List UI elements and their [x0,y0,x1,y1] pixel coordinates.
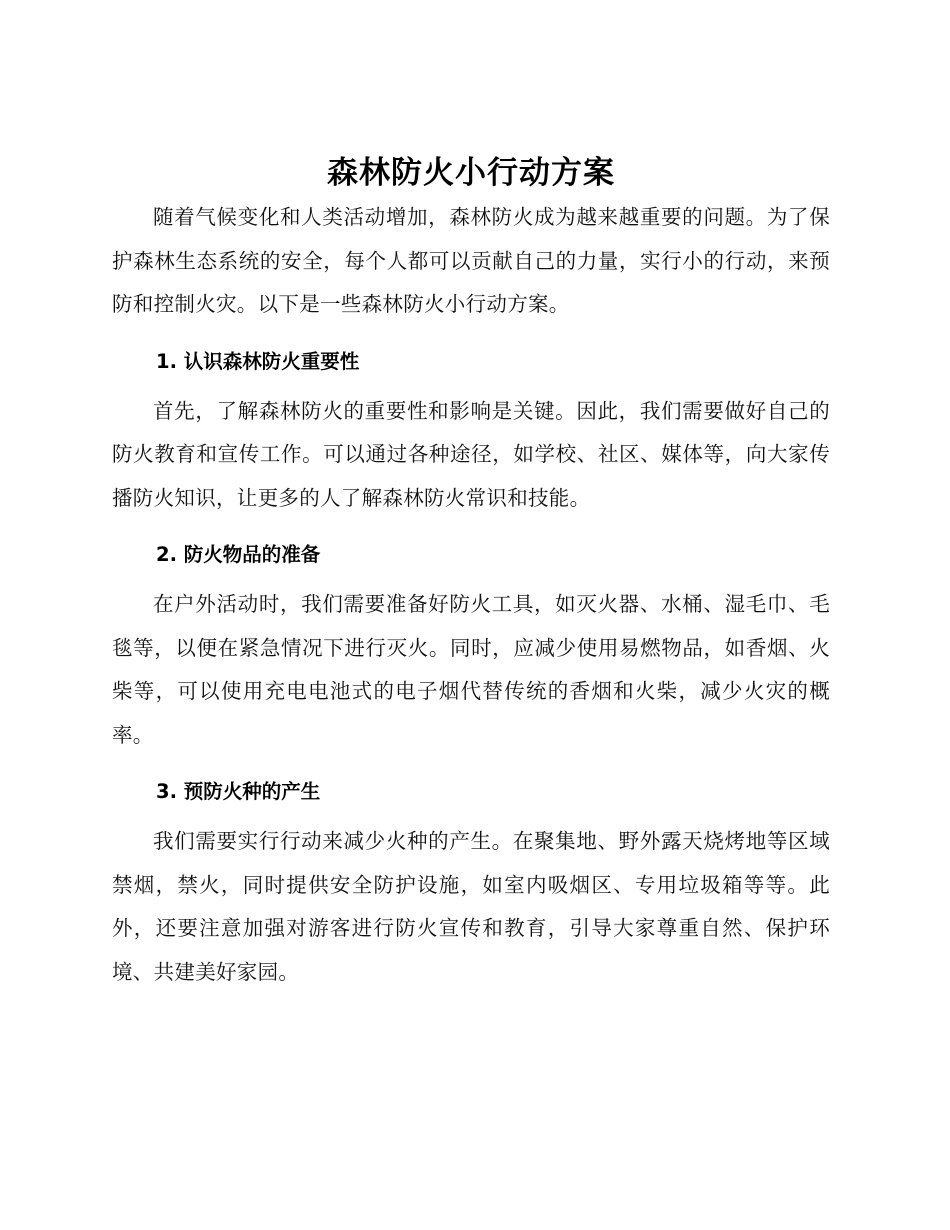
section-body: 我们需要实行行动来减少火种的产生。在聚集地、野外露天烧烤地等区域禁烟，禁火，同时提供安全防护设施，如室内吸烟区、专用垃圾箱等等。此外，还要注意加强对游客进行防火宣传和教育，引导大家尊重自然、保护环境、共建美好家园。 [112,829,830,984]
section-equipment [112,537,830,757]
document-title: 森林防火小行动方案 [327,155,615,191]
section-body: 首先，了解森林防火的重要性和影响是关键。因此，我们需要做好自己的防火教育和宣传工作。可以通过各种途径，如学校、社区、媒体等，向大家传播防火知识，让更多的人了解森林防火常识和技能。 [112,398,830,510]
section-heading: 2. 防火物品的准备 [156,543,321,566]
section-prevention [112,774,830,994]
section-body: 在户外活动时，我们需要准备好防火工具，如灭火器、水桶、湿毛巾、毛毯等，以便在紧急情况下进行灭火。同时，应减少使用易燃物品，如香烟、火柴等，可以使用充电电池式的电子烟代替传统的香烟和火柴，减少火灾的概率。 [112,592,830,747]
section-heading: 3. 预防火种的产生 [156,780,321,803]
intro-paragraph: 随着气候变化和人类活动增加，森林防火成为越来越重要的问题。为了保护森林生态系统的安全，每个人都可以贡献自己的力量，实行小的行动，来预防和控制火灾。以下是一些森林防火小行动方案。 [112,205,830,316]
document-page [112,150,830,994]
section-heading: 1. 认识森林防火重要性 [156,349,360,373]
section-awareness [112,344,830,521]
